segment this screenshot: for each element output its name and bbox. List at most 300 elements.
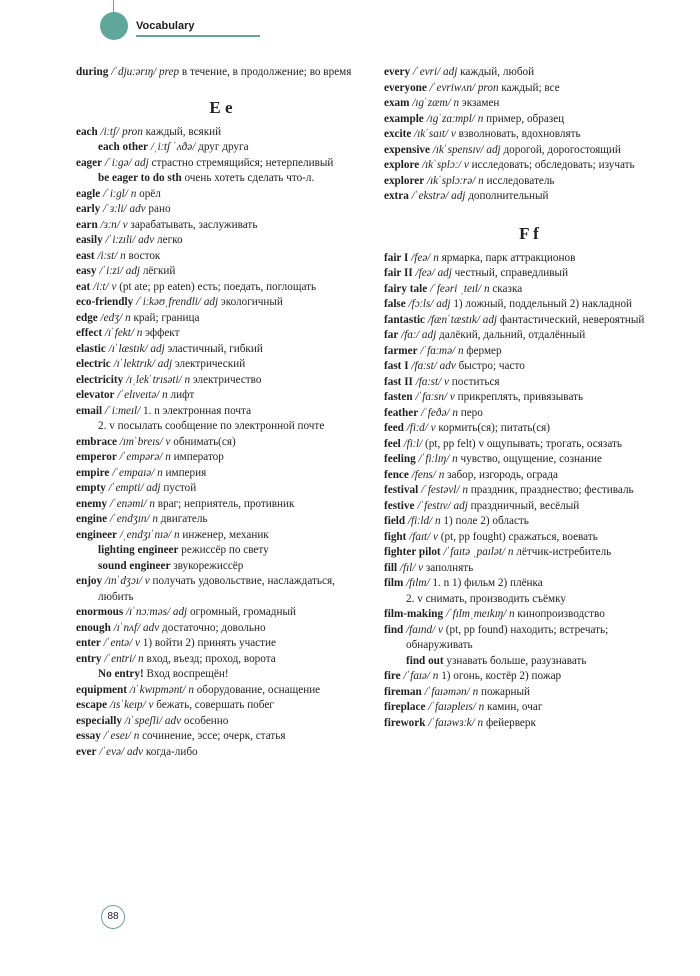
dictionary-entry [384,669,674,685]
part-of-speech: v [165,435,171,448]
definition: заполнять [423,561,474,574]
headword: film [384,577,404,589]
headword: earn [76,218,98,231]
definition: 1) поле 2) область [440,515,529,527]
part-of-speech: v [433,530,438,543]
headword: each other [98,141,149,153]
dictionary-entry [384,514,674,530]
definition: империя [162,466,207,479]
dictionary-entry [76,481,366,497]
definition: кормить(ся); питать(ся) [435,422,551,434]
transcription: /ɪkˈsplɔː/ [422,159,462,171]
headword: easy [76,265,97,277]
headword: fairy tale [384,282,428,295]
dictionary-subentry [384,592,674,608]
transcription: /faɪnd/ [406,623,436,636]
part-of-speech: adj [443,66,458,78]
definition: электричество [190,373,262,386]
dictionary-entry [384,483,674,499]
definition: 1) ложный, поддельный 2) накладной [450,298,633,310]
headword: eagle [76,187,101,200]
definition: восток [125,249,161,262]
dictionary-entry [384,96,674,112]
headword: enjoy [76,575,103,587]
definition: оборудование, оснащение [193,683,321,696]
transcription: /ˈfaɪəpleɪs/ [428,701,476,713]
transcription: /ˈfɪlmˌmeɪkɪŋ/ [445,608,507,620]
dictionary-subentry [384,654,674,670]
headword: false [384,298,406,310]
definition: 1) войти 2) принять участие [140,637,276,649]
part-of-speech: adv [138,234,155,246]
dictionary-entry [76,233,366,249]
definition: электрический [172,358,246,370]
headword: especially [76,714,122,727]
headword: feeling [384,453,416,465]
dictionary-entry [76,280,366,296]
transcription: /ˈfaɪəmən/ [424,685,470,698]
part-of-speech: v [430,422,436,434]
dictionary-entry [384,344,674,360]
transcription: /ɪnˈdʒɔɪ/ [104,575,142,587]
headword: emperor [76,451,117,463]
headword: edge [76,311,98,324]
transcription: /ɪgˈzæm/ [412,97,451,109]
part-of-speech: adj [486,143,501,156]
part-of-speech: adj [150,342,165,355]
part-of-speech: n [507,546,514,558]
headword: feather [384,406,419,419]
dictionary-entry [384,452,674,468]
part-of-speech: adv [126,745,144,758]
definition: легко [154,234,183,246]
definition: перо [457,406,483,419]
part-of-speech: adj [146,482,161,494]
headword: easily [76,234,103,246]
definition: каждый; все [498,81,560,94]
dictionary-subentry [76,667,366,683]
headword: enemy [76,497,108,510]
transcription: /ˈfeəri ˌteɪl/ [429,282,482,295]
transcription: /feə/ [411,251,431,264]
dictionary-subentry [76,543,366,559]
headword: festival [384,484,419,496]
headword: feed [384,422,404,434]
part-of-speech: v [450,128,456,140]
definition: страстно стремящийся; нетерпеливый [148,156,334,169]
dictionary-entry [384,127,674,143]
transcription: /ɪmˈbreɪs/ [119,435,163,448]
headword: ever [76,745,97,758]
dictionary-entry [76,295,366,311]
transcription: /ˈenəmi/ [109,497,147,510]
headword: elastic [76,342,106,355]
transcription: /ˈiːkəʊˌfrendli/ [135,296,202,308]
headword: fighter pilot [384,546,441,558]
transcription: /ˈevriwʌn/ [429,81,476,94]
headword: email [76,404,103,417]
headword: electricity [76,373,124,386]
headword: empty [76,482,106,494]
header-circle-icon [100,12,128,40]
part-of-speech: adv [143,621,160,634]
transcription: /ˈempti/ [108,482,144,494]
headword: embrace [76,435,117,448]
dictionary-entry [76,65,366,81]
dictionary-entry [384,545,674,561]
part-of-speech: v [444,375,449,388]
part-of-speech: n [130,187,137,200]
transcription: /ɪkˈsaɪt/ [414,128,449,140]
transcription: /ˈeseɪ/ [103,730,131,742]
transcription: /feə/ [415,267,435,279]
transcription: /ˈiːzɪli/ [105,234,136,246]
headword: fireman [384,685,422,698]
definition: рано [145,203,171,215]
definition: лифт [167,389,195,401]
dictionary-entry [76,574,366,605]
part-of-speech: v [122,218,128,231]
headword: enter [76,637,101,649]
page-number: 88 [101,905,125,929]
transcription: /faɪt/ [409,530,431,543]
part-of-speech: v [135,637,140,649]
dictionary-entry [384,266,674,282]
definition: 2. v снимать, производить съёмку [406,592,566,605]
headword: fire [384,670,401,682]
part-of-speech: n [184,373,191,386]
dictionary-entry [384,143,674,159]
part-of-speech: adj [134,156,149,169]
transcription: /fɑː/ [401,329,420,341]
part-of-speech: prep [159,66,180,78]
dictionary-entry [384,313,674,329]
transcription: /ˈevri/ [412,66,441,78]
dictionary-entry [76,342,366,358]
transcription: /ˌendʒɪˈnɪə/ [119,528,172,541]
transcription: /ɪˈlektrɪk/ [113,358,155,370]
dictionary-entry [76,714,366,730]
definition: император [170,451,224,463]
transcription: /iːst/ [97,249,118,262]
definition: достаточно; довольно [159,621,266,634]
dictionary-entry [384,406,674,422]
definition: камин, очаг [484,701,543,713]
headword: festive [384,499,415,512]
dictionary-entry [76,326,366,342]
headword: empire [76,466,110,479]
headword: early [76,203,101,215]
headword: find out [406,654,444,667]
definition: друг друга [195,141,249,153]
definition: пустой [160,482,197,494]
definition: исследовать; обследовать; изучать [468,159,635,171]
headword: fireplace [384,701,426,713]
definition: дорогой, дорогостоящий [500,143,621,156]
dictionary-entry [384,158,674,174]
headword: fill [384,561,398,574]
headword: firework [384,716,426,729]
part-of-speech: n [152,513,158,525]
headword: every [384,66,411,78]
definition: двигатель [157,513,208,525]
dictionary-entry [76,466,366,482]
transcription: /ˈfaɪtə ˌpaɪlət/ [443,546,506,558]
headword: east [76,249,95,262]
transcription: /ɪkˈsplɔːrə/ [426,174,476,187]
headword: elevator [76,389,115,401]
definition: праздник, празднество; фестиваль [467,484,634,496]
part-of-speech: n [149,497,155,510]
part-of-speech: adj [436,298,451,310]
transcription: /fɪl/ [399,561,416,574]
transcription: /iːtʃ/ [100,125,120,138]
definition: инженер, механик [179,528,269,541]
headword: equipment [76,683,127,696]
part-of-speech: n [472,685,479,698]
headword: enough [76,621,111,634]
dictionary-entry [76,450,366,466]
part-of-speech: adv [129,203,146,215]
dictionary-entry [76,497,366,513]
transcription: /ˈempaɪə/ [112,466,155,479]
headword: effect [76,327,103,339]
dictionary-entry [384,282,674,298]
definition: каждый, всякий [142,125,222,138]
part-of-speech: adj [125,265,141,277]
dictionary-entry [384,468,674,484]
dictionary-entry [76,249,366,265]
transcription: /ɪkˈspensɪv/ [432,143,484,156]
headword: fair II [384,267,413,279]
dictionary-entry [76,683,366,699]
transcription: /ˈfiːlɪŋ/ [418,453,450,465]
definition: 1) огонь, костёр 2) пожар [438,670,562,682]
headword: exam [384,97,410,109]
dictionary-entry [384,174,674,190]
dictionary-entry [384,251,674,267]
part-of-speech: n [173,528,180,541]
definition: пожарный [478,685,531,698]
dictionary-entry [384,390,674,406]
headword: engine [76,513,108,525]
dictionary-entry [384,375,674,391]
definition: получать удовольствие, наслаждаться, любить [98,575,335,603]
headword: each [76,125,98,138]
transcription: /ˈiːmeɪl/ [104,404,141,417]
headword: field [384,515,406,527]
transcription: /ˈentə/ [103,637,133,649]
definition: каждый, любой [457,66,535,78]
dictionary-entry [384,530,674,546]
definition: режиссёр по свету [178,544,269,556]
dictionary-entry [384,112,674,128]
transcription: /ˈfestɪv/ [417,499,451,512]
dictionary-entry [384,607,674,623]
definition: фейерверк [483,716,536,729]
definition: праздничный, весёлый [467,499,580,512]
definition: дополнительный [465,190,549,202]
transcription: /ɪˌlekˈtrɪsəti/ [126,373,182,386]
definition: быстро; часто [455,360,525,372]
dictionary-entry [76,528,366,544]
letter-heading: E e [209,97,233,117]
transcription: /ˈfaɪə/ [403,670,430,682]
transcription: /fiːl/ [403,437,423,450]
dictionary-entry [384,189,674,205]
part-of-speech: n [125,311,131,324]
transcription: /ˈiːgl/ [103,187,128,200]
part-of-speech: v [463,159,469,171]
headword: No entry! [98,668,144,680]
headword: sound engineer [98,559,171,572]
part-of-speech: n [477,112,484,125]
part-of-speech: adj [453,499,468,512]
part-of-speech: adj [157,358,173,370]
transcription: /ˈendʒɪn/ [109,513,150,525]
definition: лётчик-истребитель [513,546,612,558]
headword: feel [384,437,401,450]
definition: прикреплять, привязывать [454,391,584,403]
left-column [76,65,366,760]
headword: film-making [384,608,444,620]
dictionary-entry [76,652,366,668]
headword: enormous [76,606,124,618]
definition: ярмарка, парк аттракционов [438,251,576,264]
dictionary-entry [76,745,366,761]
part-of-speech: n [433,251,439,264]
definition: обнимать(ся) [170,435,236,448]
definition: очень хотеть сделать что-л. [181,172,315,184]
dictionary-entry [384,359,674,375]
definition: фантастический, невероятный [497,313,645,326]
part-of-speech: adv [164,714,182,727]
part-of-speech: n [432,670,439,682]
part-of-speech: pron [477,81,499,94]
dictionary-entry [76,156,366,172]
dictionary-entry [76,388,366,404]
transcription: /ɪˈnʌf/ [113,621,141,634]
transcription: /fɑːst/ [411,360,437,372]
dictionary-entry [76,202,366,218]
definition: эластичный, гибкий [164,342,263,355]
transcription: /ɪˈspeʃli/ [124,714,163,727]
definition: далёкий, дальний, отдалённый [436,329,586,341]
headword: fast I [384,360,409,372]
headword: escape [76,699,108,711]
dictionary-entry [76,605,366,621]
dictionary-entry [76,512,366,528]
headword: eager [76,156,103,169]
part-of-speech: adv [439,360,456,372]
dictionary-entry [76,187,366,203]
dictionary-entry [384,700,674,716]
part-of-speech: adj [482,313,498,326]
part-of-speech: v [148,699,154,711]
definition: в течение, в продолжение; во время [179,66,352,78]
headword: farmer [384,344,418,357]
headword: fasten [384,391,413,403]
part-of-speech: adj [437,267,452,279]
transcription: /ɪˈfekt/ [104,327,134,339]
part-of-speech: v [144,575,150,587]
dictionary-subentry [76,171,366,187]
transcription: /fɑːst/ [415,375,442,388]
dictionary-entry [76,621,366,637]
dictionary-entry [384,65,674,81]
transcription: /ɪˈnɔːməs/ [126,606,171,618]
dictionary-entry [76,357,366,373]
headword: fight [384,530,407,543]
part-of-speech: n [434,515,441,527]
dictionary-entry [76,404,366,420]
part-of-speech: v [449,391,455,403]
transcription: /ˌiːtʃ ˈʌðə/ [150,141,196,153]
transcription: /fænˈtæstɪk/ [427,313,480,326]
definition: эффект [142,327,180,339]
part-of-speech: n [120,249,126,262]
transcription: /ˈekstrə/ [411,190,449,202]
headword: engineer [76,528,118,541]
dictionary-entry [384,81,674,97]
part-of-speech: v [438,623,443,636]
definition: пример, образец [483,112,565,125]
dictionary-entry [384,437,674,453]
headword: eco-friendly [76,296,134,308]
definition: забор, изгородь, ограда [444,468,558,481]
part-of-speech: n [462,484,468,496]
part-of-speech: n [133,730,140,742]
part-of-speech: n [162,389,168,401]
headword: explore [384,159,420,171]
right-column [384,65,674,731]
dictionary-entry [384,499,674,515]
part-of-speech: n [478,174,484,187]
headword: lighting engineer [98,544,179,556]
transcription: /fens/ [411,468,436,481]
dictionary-entry [76,729,366,745]
definition: 1. n 1) фильм 2) плёнка [429,577,543,589]
headword: far [384,329,399,341]
headword: during [76,66,109,78]
definition: когда-либо [143,745,198,758]
definition: звукорежиссёр [170,559,244,572]
dictionary-entry [384,716,674,732]
part-of-speech: n [438,468,445,481]
definition: (pt ate; pp eaten) есть; поедать, поглощать [116,280,317,293]
dictionary-entry [384,297,674,313]
dictionary-entry [384,576,674,592]
part-of-speech: pron [122,125,143,138]
part-of-speech: n [452,453,458,465]
definition: огромный, громадный [187,606,296,618]
dictionary-entry [76,435,366,451]
transcription: /ˈevə/ [99,745,125,758]
dictionary-subentry [76,140,366,156]
dictionary-entry [76,125,366,141]
definition: узнавать больше, разузнавать [443,654,587,667]
definition: экзамен [459,97,500,109]
transcription: /ˈfaɪəwɜːk/ [428,716,475,729]
headword: expensive [384,143,430,156]
transcription: /ˈiːgə/ [104,156,132,169]
part-of-speech: n [457,344,464,357]
transcription: /ɜːn/ [100,218,120,231]
headword: entry [76,652,102,665]
page-header [0,0,700,50]
dictionary-entry [76,311,366,327]
transcription: /ɪgˈzɑːmpl/ [426,112,475,125]
